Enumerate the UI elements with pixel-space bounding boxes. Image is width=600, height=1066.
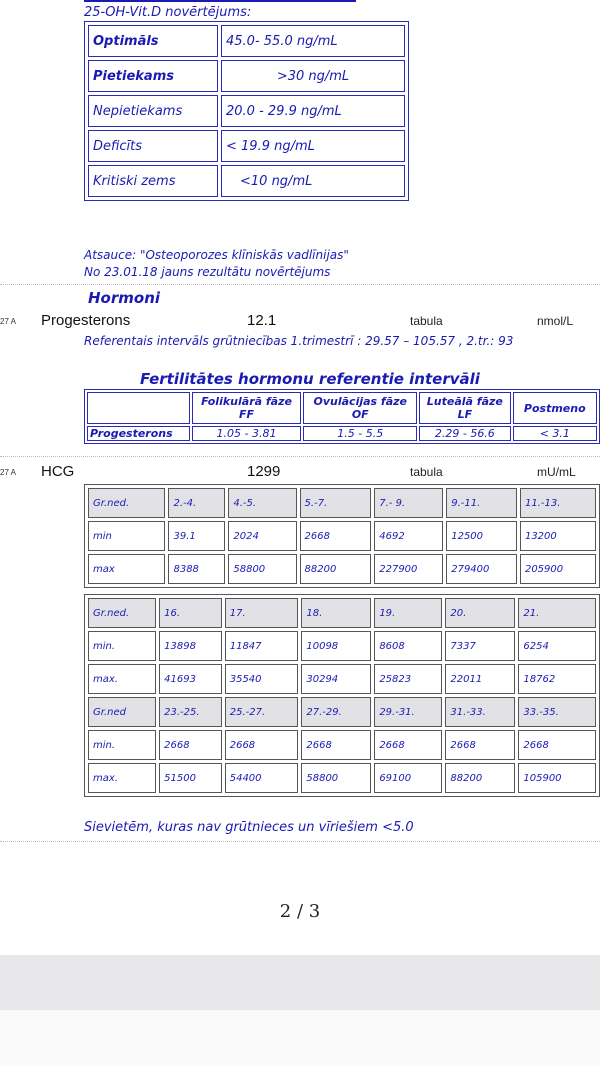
table-cell: 12500 <box>446 521 517 551</box>
fertility-table <box>84 389 600 444</box>
section-title: Hormoni <box>88 289 161 307</box>
value-cell: 2.29 - 56.6 <box>419 426 511 441</box>
table-row <box>88 697 596 727</box>
table-cell: max. <box>88 664 156 694</box>
table-cell: 13898 <box>159 631 222 661</box>
table-cell: min. <box>88 631 156 661</box>
table-cell: Gr.ned <box>88 697 156 727</box>
table-cell: 19. <box>374 598 442 628</box>
table-cell: 31.-33. <box>445 697 515 727</box>
table-cell: 88200 <box>445 763 515 793</box>
table-cell: 5.-7. <box>300 488 372 518</box>
table-cell: 88200 <box>300 554 372 584</box>
vitd-table <box>84 21 409 201</box>
table-cell: 9.-11. <box>446 488 517 518</box>
table-cell: 33.-35. <box>518 697 596 727</box>
header-cell: Luteālā fāze LF <box>419 392 511 424</box>
next-page-edge <box>0 1010 600 1066</box>
table-cell: 227900 <box>374 554 443 584</box>
table-cell: 105900 <box>518 763 596 793</box>
test-name: Progesterons <box>41 312 131 329</box>
hcg-table-early <box>84 484 600 588</box>
table-row <box>88 631 596 661</box>
table-cell: 58800 <box>228 554 296 584</box>
test-unit: mU/mL <box>537 465 576 479</box>
test-ref: tabula <box>410 465 443 479</box>
table-cell: 11847 <box>225 631 299 661</box>
table-cell: 4.-5. <box>228 488 296 518</box>
table-cell: 279400 <box>446 554 517 584</box>
table-cell: 29.-31. <box>374 697 442 727</box>
value-cell: 1.05 - 3.81 <box>192 426 302 441</box>
vitd-title: 25-OH-Vit.D novērtējums: <box>84 5 252 20</box>
table-row <box>88 95 405 127</box>
table-cell: 41693 <box>159 664 222 694</box>
table-row <box>88 664 596 694</box>
header-cell: Postmeno <box>513 392 597 424</box>
reference-text: Referentais intervāls grūtniecības 1.trimestrī : 29.57 – 105.57 , 2.tr.: 93 <box>84 334 514 348</box>
vitd-source: Atsauce: "Osteoporozes klīniskās vadlīnijas" <box>84 248 349 262</box>
table-cell: 16. <box>159 598 222 628</box>
table-row <box>88 488 596 518</box>
table-cell: 2668 <box>374 730 442 760</box>
table-cell: 35540 <box>225 664 299 694</box>
table-row <box>88 730 596 760</box>
test-unit: nmol/L <box>537 314 574 328</box>
vitd-label: Optimāls <box>88 25 218 57</box>
viewer-gap <box>0 955 600 1010</box>
top-rule <box>84 0 356 2</box>
header-cell: Ovulācijas fāze OF <box>303 392 417 424</box>
hcg-footnote: Sievietēm, kuras nav grūtnieces un vīriešiem <5.0 <box>84 820 414 835</box>
table-cell: 20. <box>445 598 515 628</box>
value-cell: 1.5 - 5.5 <box>303 426 417 441</box>
vitd-value: < 19.9 ng/mL <box>221 130 405 162</box>
table-cell: 69100 <box>374 763 442 793</box>
table-row <box>88 60 405 92</box>
table-cell: 2668 <box>445 730 515 760</box>
table-cell: 2.-4. <box>168 488 225 518</box>
table-row <box>88 763 596 793</box>
table-cell: 4692 <box>374 521 443 551</box>
vitd-note: No 23.01.18 jauns rezultātu novērtējums <box>84 265 331 279</box>
table-cell: max. <box>88 763 156 793</box>
vitd-value: >30 ng/mL <box>221 60 405 92</box>
table-cell: 13200 <box>520 521 596 551</box>
table-cell: 21. <box>518 598 596 628</box>
table-cell: 11.-13. <box>520 488 596 518</box>
result-tag: 27 A <box>0 317 17 326</box>
table-cell: 25823 <box>374 664 442 694</box>
table-cell: 30294 <box>301 664 371 694</box>
table-cell: 23.-25. <box>159 697 222 727</box>
table-cell: 2668 <box>301 730 371 760</box>
table-cell: 22011 <box>445 664 515 694</box>
vitd-value: 45.0- 55.0 ng/mL <box>221 25 405 57</box>
fertility-title: Fertilitātes hormonu referentie intervāli <box>140 370 480 388</box>
vitd-value: <10 ng/mL <box>221 165 405 197</box>
table-cell: 205900 <box>520 554 596 584</box>
table-cell: 25.-27. <box>225 697 299 727</box>
table-cell: 10098 <box>301 631 371 661</box>
table-cell: 2668 <box>159 730 222 760</box>
page-number: 2 / 3 <box>279 901 321 922</box>
test-value: 1299 <box>247 463 281 480</box>
table-cell: 54400 <box>225 763 299 793</box>
header-cell <box>87 392 190 424</box>
table-cell: 58800 <box>301 763 371 793</box>
table-cell: Gr.ned. <box>88 598 156 628</box>
vitd-value: 20.0 - 29.9 ng/mL <box>221 95 405 127</box>
divider <box>0 456 600 457</box>
test-name: HCG <box>41 463 75 480</box>
table-row <box>87 426 597 441</box>
table-cell: 2024 <box>228 521 296 551</box>
table-cell: 17. <box>225 598 299 628</box>
table-cell: 39.1 <box>168 521 225 551</box>
table-row <box>88 165 405 197</box>
header-cell: Folikulārā fāze FF <box>192 392 302 424</box>
table-row <box>88 521 596 551</box>
table-cell: min. <box>88 730 156 760</box>
table-cell: max <box>88 554 165 584</box>
table-cell: 2668 <box>300 521 372 551</box>
table-cell: 18762 <box>518 664 596 694</box>
table-cell: min <box>88 521 165 551</box>
table-cell: 27.-29. <box>301 697 371 727</box>
vitd-label: Kritiski zems <box>88 165 218 197</box>
table-cell: 51500 <box>159 763 222 793</box>
result-tag: 27 A <box>0 468 17 477</box>
table-cell: 2668 <box>225 730 299 760</box>
divider <box>0 841 600 842</box>
table-cell: 2668 <box>518 730 596 760</box>
test-value: 12.1 <box>247 312 277 329</box>
table-cell: 8388 <box>168 554 225 584</box>
table-row <box>88 130 405 162</box>
vitd-label: Nepietiekams <box>88 95 218 127</box>
table-cell: 18. <box>301 598 371 628</box>
table-cell: 7.- 9. <box>374 488 443 518</box>
vitd-label: Deficīts <box>88 130 218 162</box>
table-cell: 7337 <box>445 631 515 661</box>
hcg-table-late <box>84 594 600 797</box>
table-row <box>87 392 597 424</box>
row-label: Progesterons <box>87 426 190 441</box>
table-cell: 8608 <box>374 631 442 661</box>
table-cell: Gr.ned. <box>88 488 165 518</box>
value-cell: < 3.1 <box>513 426 597 441</box>
test-ref: tabula <box>410 314 443 328</box>
divider <box>0 284 600 285</box>
table-row <box>88 554 596 584</box>
table-row <box>88 598 596 628</box>
table-cell: 6254 <box>518 631 596 661</box>
table-row <box>88 25 405 57</box>
vitd-label: Pietiekams <box>88 60 218 92</box>
